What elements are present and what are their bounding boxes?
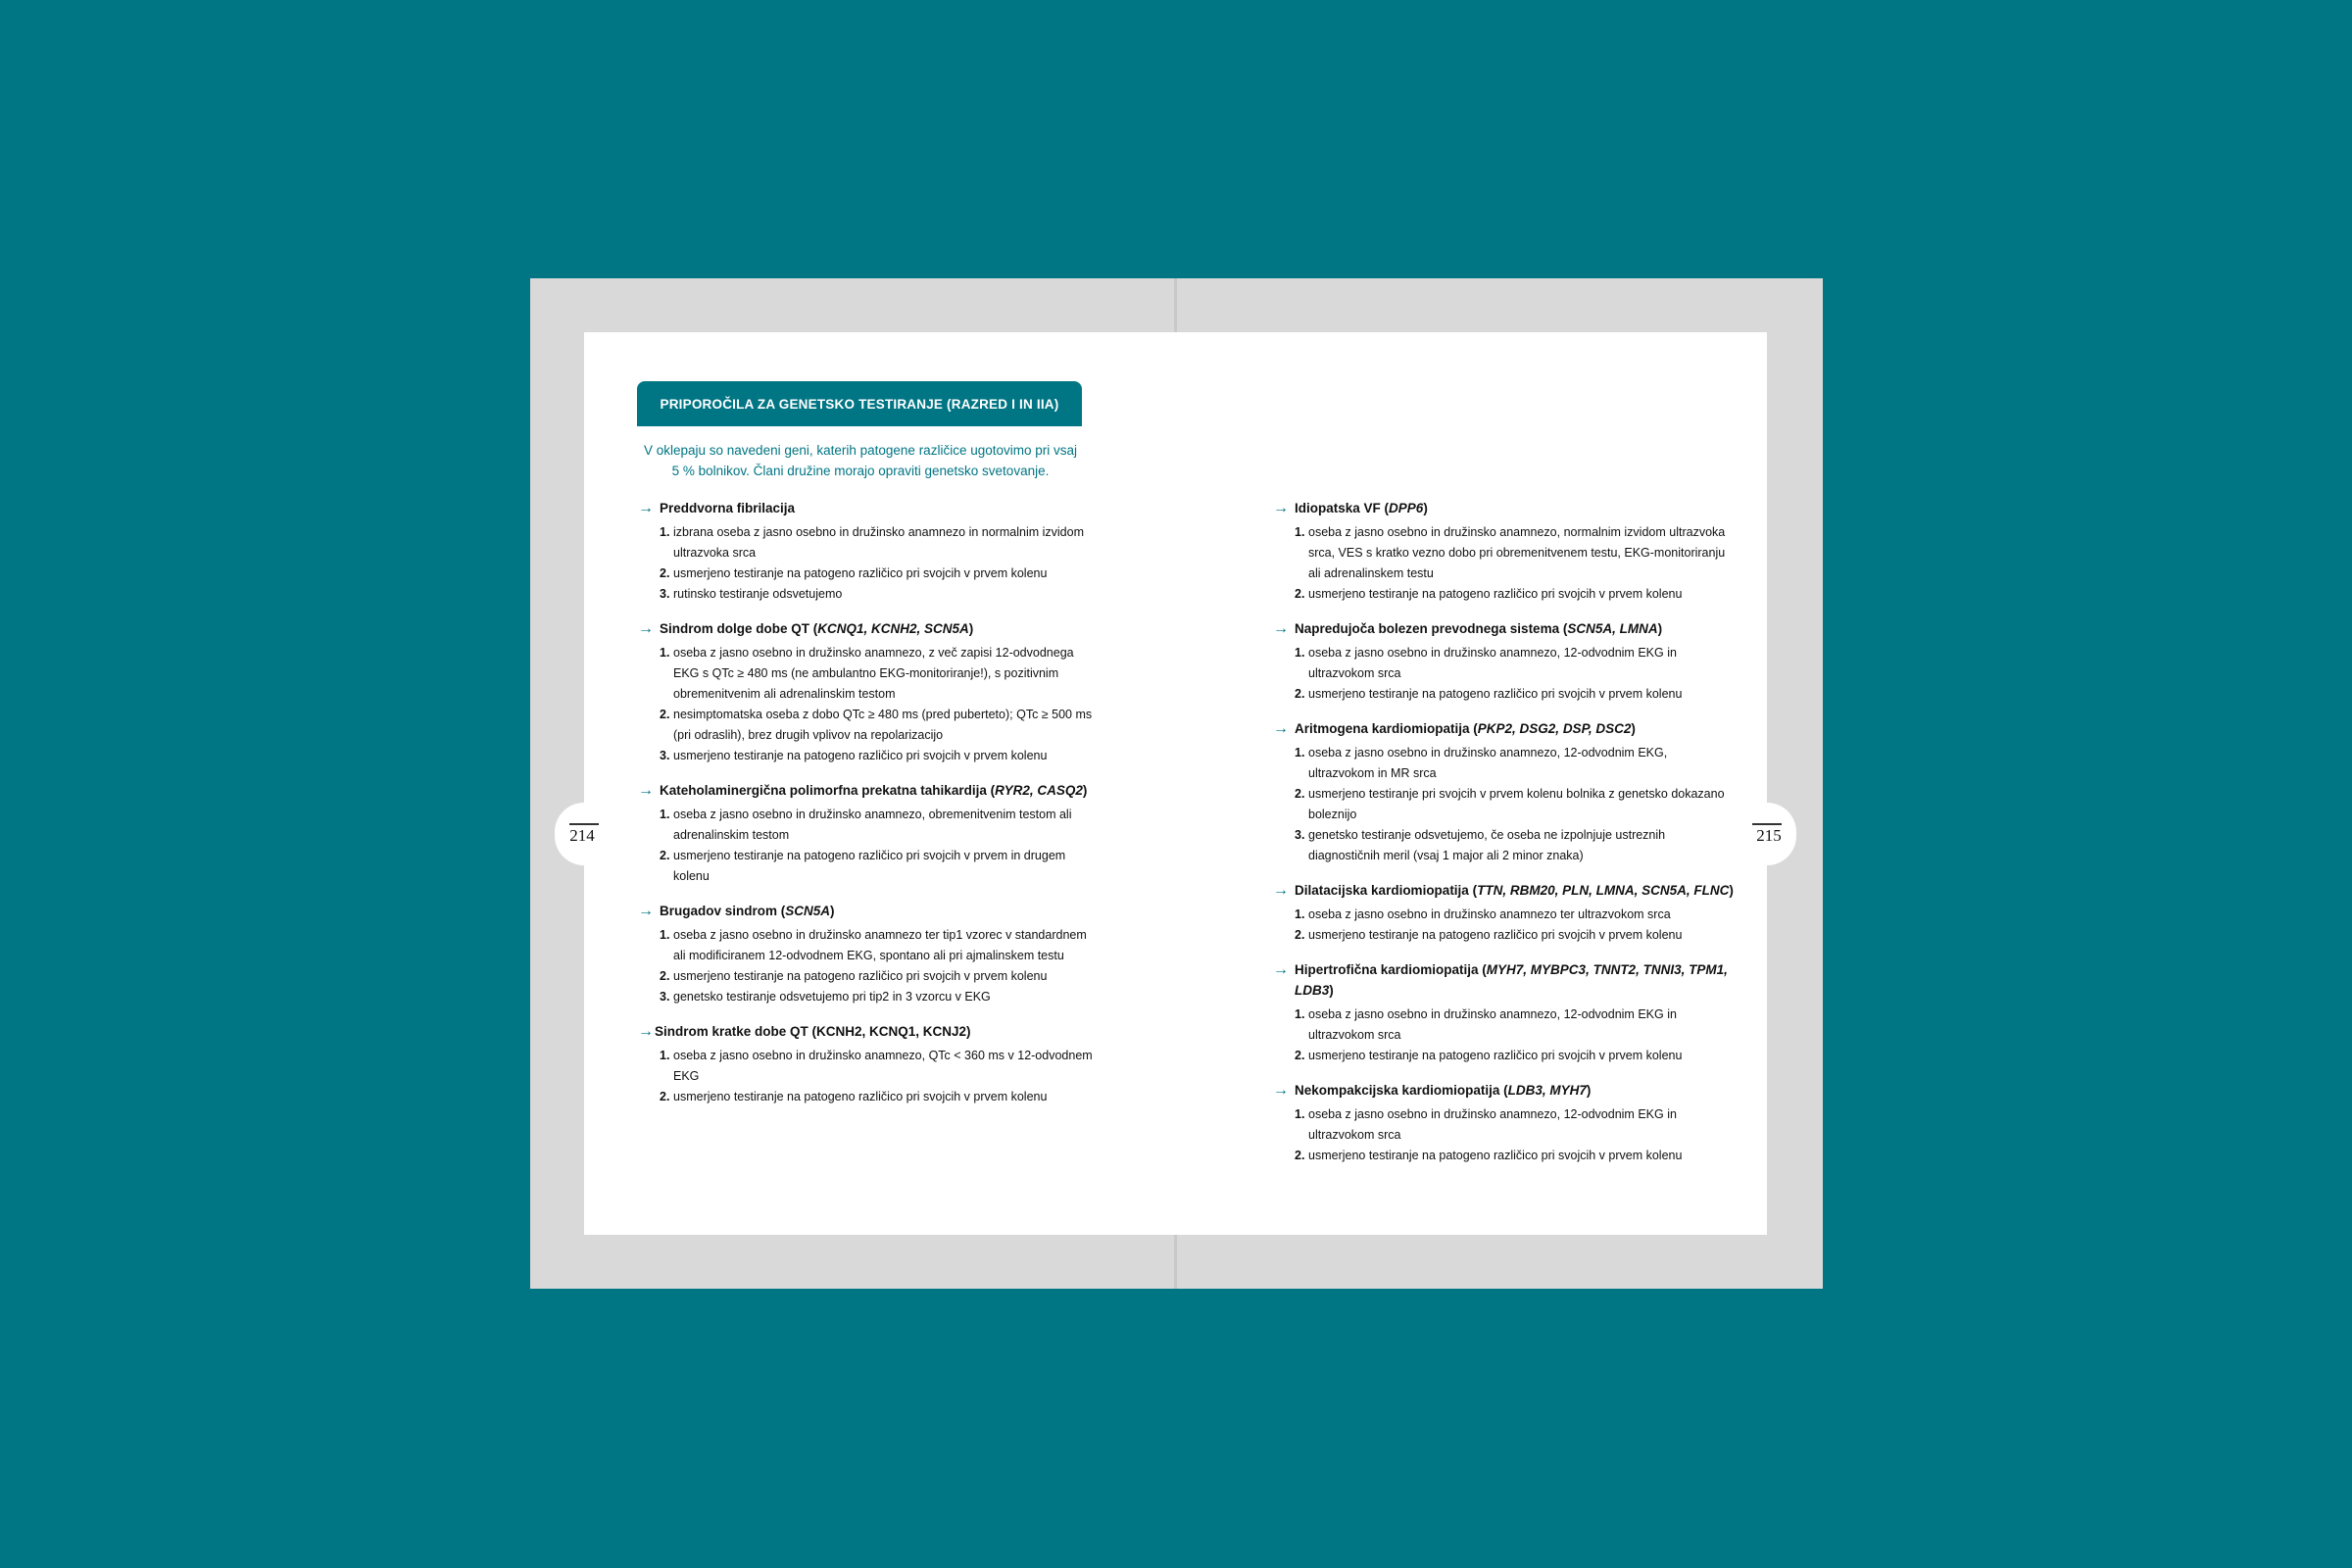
section-title-text	[655, 1021, 1099, 1042]
criteria-list	[660, 522, 1099, 605]
criteria-section	[1273, 880, 1734, 946]
arrow-right-icon: →	[1273, 620, 1289, 637]
section-title-label: Idiopatska VF (	[1295, 501, 1390, 515]
item-number: 3.	[1295, 828, 1305, 842]
item-text: usmerjeno testiranje na patogeno različico pri svojcih v prvem kolenu	[673, 566, 1048, 580]
item-text: rutinsko testiranje odsvetujemo	[673, 587, 843, 601]
criteria-list	[660, 805, 1099, 887]
list-item	[660, 746, 1099, 766]
item-number: 1.	[1295, 907, 1305, 921]
arrow-right-icon: →	[638, 1023, 654, 1040]
item-number: 3.	[660, 990, 670, 1004]
section-title-label: Dilatacijska kardiomiopatija (	[1295, 883, 1478, 898]
list-item	[1295, 905, 1734, 925]
item-number: 2.	[660, 969, 670, 983]
item-number: 3.	[660, 749, 670, 762]
gene-list: LDB3, MYH7	[1507, 1083, 1587, 1098]
item-number: 1.	[1295, 1107, 1305, 1121]
section-title	[638, 498, 1099, 518]
page-number-right: 215	[1756, 826, 1782, 845]
section-title-text	[660, 780, 1099, 801]
item-text: oseba z jasno osebno in družinsko anamnezo, obremenitvenim testom ali adrenalinskim testom	[673, 808, 1072, 842]
gene-list-close: )	[830, 904, 835, 918]
section-title-text	[660, 498, 1099, 518]
list-item	[1295, 784, 1734, 825]
item-text: usmerjeno testiranje na patogeno različico pri svojcih v prvem kolenu	[1308, 687, 1683, 701]
criteria-list	[1295, 643, 1734, 705]
gene-list-close: )	[1423, 501, 1428, 515]
item-number: 3.	[660, 587, 670, 601]
section-title-label: Preddvorna fibrilacija	[660, 501, 796, 515]
arrow-right-icon: →	[638, 620, 654, 637]
arrow-right-icon: →	[1273, 720, 1289, 737]
item-text: usmerjeno testiranje na patogeno različico pri svojcih v prvem kolenu	[1308, 1149, 1683, 1162]
gene-list: SCN5A	[785, 904, 831, 918]
item-text: oseba z jasno osebno in družinsko anamnezo, 12-odvodnim EKG in ultrazvokom srca	[1308, 646, 1677, 680]
item-number: 1.	[660, 646, 670, 660]
section-title-label: Hipertrofična kardiomiopatija (	[1295, 962, 1487, 977]
item-text: genetsko testiranje odsvetujemo, če oseba ne izpolnjuje ustreznih diagnostičnih meril (vsaj 1 major ali 2 minor znaka)	[1308, 828, 1666, 862]
list-item	[660, 846, 1099, 887]
item-number: 1.	[1295, 525, 1305, 539]
section-title-text	[660, 618, 1099, 639]
item-text: nesimptomatska oseba z dobo QTc ≥ 480 ms (pred puberteto); QTc ≥ 500 ms (pri odraslih), brez drugih vplivov na repolarizacijo	[673, 708, 1093, 742]
item-text: usmerjeno testiranje na patogeno različico pri svojcih v prvem kolenu	[1308, 587, 1683, 601]
list-item	[660, 564, 1099, 584]
item-text: oseba z jasno osebno in družinsko anamnezo ter ultrazvokom srca	[1308, 907, 1671, 921]
arrow-right-icon: →	[638, 500, 654, 516]
section-title	[638, 901, 1099, 921]
arrow-right-icon: →	[638, 782, 654, 799]
criteria-list	[1295, 1104, 1734, 1166]
item-text: usmerjeno testiranje pri svojcih v prvem kolenu bolnika z genetsko dokazano boleznijo	[1308, 787, 1725, 821]
item-number: 2.	[660, 849, 670, 862]
arrow-right-icon: →	[638, 903, 654, 919]
item-number: 1.	[660, 808, 670, 821]
criteria-section	[1273, 1080, 1734, 1166]
gene-list-close: )	[1586, 1083, 1592, 1098]
criteria-section	[1273, 959, 1734, 1066]
criteria-list	[1295, 1004, 1734, 1066]
left-column	[638, 498, 1099, 1121]
gene-list: RYR2, CASQ2	[995, 783, 1083, 798]
item-text: oseba z jasno osebno in družinsko anamnezo, 12-odvodnim EKG in ultrazvokom srca	[1308, 1007, 1677, 1042]
item-text: oseba z jasno osebno in družinsko anamnezo ter tip1 vzorec v standardnem ali modificiranem 12-odvodnem EKG, spontano ali pri ajmalinskem testu	[673, 928, 1087, 962]
section-title-text	[1295, 1080, 1734, 1101]
item-number: 2.	[660, 708, 670, 721]
section-title-text	[1295, 498, 1734, 518]
page-number-left: 214	[569, 826, 595, 845]
page-number-rule	[569, 823, 599, 825]
list-item	[1295, 743, 1734, 784]
item-number: 1.	[660, 1049, 670, 1062]
criteria-section	[638, 618, 1099, 766]
item-text: oseba z jasno osebno in družinsko anamnezo, QTc < 360 ms v 12-odvodnem EKG	[673, 1049, 1093, 1083]
criteria-section	[638, 780, 1099, 887]
gene-list-close: )	[968, 621, 974, 636]
section-title	[1273, 959, 1734, 1001]
item-text: usmerjeno testiranje na patogeno različico pri svojcih v prvem kolenu	[673, 1090, 1048, 1103]
section-heading: PRIPOROČILA ZA GENETSKO TESTIRANJE (RAZRED I IN IIA)	[637, 381, 1082, 426]
criteria-section	[638, 498, 1099, 605]
item-number: 1.	[1295, 646, 1305, 660]
list-item	[660, 966, 1099, 987]
list-item	[660, 522, 1099, 564]
gene-list-close: )	[1631, 721, 1636, 736]
page-tab-left	[555, 803, 613, 865]
criteria-list	[1295, 905, 1734, 946]
list-item	[660, 805, 1099, 846]
intro-text: V oklepaju so navedeni geni, katerih patogene različice ugotovimo pri vsaj 5 % bolnikov. Člani družine morajo opraviti genetsko svetovanje.	[643, 443, 1077, 478]
item-number: 2.	[660, 566, 670, 580]
gene-list: PKP2, DSG2, DSP, DSC2	[1477, 721, 1632, 736]
section-title	[1273, 718, 1734, 739]
section-title-label: Kateholaminergična polimorfna prekatna tahikardija (	[660, 783, 996, 798]
criteria-section	[1273, 718, 1734, 866]
item-number: 2.	[1295, 928, 1305, 942]
section-title-text	[1295, 718, 1734, 739]
item-text: usmerjeno testiranje na patogeno različico pri svojcih v prvem kolenu	[673, 749, 1048, 762]
criteria-list	[660, 925, 1099, 1007]
gene-list-close: )	[1082, 783, 1088, 798]
section-title	[1273, 880, 1734, 901]
gene-list: KCNQ1, KCNH2, SCN5A	[817, 621, 969, 636]
item-number: 1.	[1295, 746, 1305, 760]
gene-list: SCN5A, LMNA	[1567, 621, 1658, 636]
arrow-right-icon: →	[1273, 1082, 1289, 1099]
item-text: usmerjeno testiranje na patogeno različico pri svojcih v prvem kolenu	[1308, 1049, 1683, 1062]
criteria-list	[660, 1046, 1099, 1107]
section-title	[1273, 618, 1734, 639]
section-title-label: Sindrom kratke dobe QT (KCNH2, KCNQ1, KCNJ2)	[655, 1024, 971, 1039]
list-item	[660, 1087, 1099, 1107]
item-text: usmerjeno testiranje na patogeno različico pri svojcih v prvem in drugem kolenu	[673, 849, 1066, 883]
item-number: 2.	[660, 1090, 670, 1103]
list-item	[660, 705, 1099, 746]
criteria-list	[1295, 522, 1734, 605]
gene-list: TTN, RBM20, PLN, LMNA, SCN5A, FLNC	[1477, 883, 1730, 898]
item-number: 1.	[1295, 1007, 1305, 1021]
criteria-section	[638, 901, 1099, 1007]
arrow-right-icon: →	[1273, 500, 1289, 516]
section-title-label: Napredujoča bolezen prevodnega sistema (	[1295, 621, 1568, 636]
criteria-list	[660, 643, 1099, 766]
criteria-section	[1273, 618, 1734, 705]
item-text: oseba z jasno osebno in družinsko anamnezo, normalnim izvidom ultrazvoka srca, VES s kratko vezno dobo pri obremenitvenem testu, EKG-monitoriranju ali adrenalinskem testu	[1308, 525, 1726, 580]
list-item	[660, 1046, 1099, 1087]
section-title	[638, 618, 1099, 639]
list-item	[1295, 684, 1734, 705]
gene-list: MYH7, MYBPC3, TNNT2, TNNI3, TPM1, LDB3	[1295, 962, 1728, 998]
criteria-list	[1295, 743, 1734, 866]
item-number: 2.	[1295, 1149, 1305, 1162]
list-item	[1295, 584, 1734, 605]
list-item	[1295, 1004, 1734, 1046]
item-number: 2.	[1295, 787, 1305, 801]
arrow-right-icon: →	[1273, 882, 1289, 899]
section-title	[638, 1021, 1099, 1042]
section-title-text	[1295, 959, 1734, 1001]
right-column	[1273, 498, 1734, 1180]
list-item	[660, 987, 1099, 1007]
list-item	[1295, 643, 1734, 684]
arrow-right-icon: →	[1273, 961, 1289, 978]
list-item	[660, 925, 1099, 966]
gene-list: DPP6	[1389, 501, 1424, 515]
item-number: 2.	[1295, 587, 1305, 601]
section-title	[1273, 498, 1734, 518]
gene-list-close: )	[1657, 621, 1663, 636]
section-title-text	[660, 901, 1099, 921]
gene-list-close: )	[1729, 883, 1734, 898]
item-text: izbrana oseba z jasno osebno in družinsko anamnezo in normalnim izvidom ultrazvoka srca	[673, 525, 1084, 560]
item-text: genetsko testiranje odsvetujemo pri tip2 in 3 vzorcu v EKG	[673, 990, 991, 1004]
item-number: 1.	[660, 928, 670, 942]
section-title-text	[1295, 880, 1734, 901]
item-text: oseba z jasno osebno in družinsko anamnezo, 12-odvodnim EKG in ultrazvokom srca	[1308, 1107, 1677, 1142]
criteria-section	[1273, 498, 1734, 605]
item-number: 2.	[1295, 687, 1305, 701]
item-text: usmerjeno testiranje na patogeno različico pri svojcih v prvem kolenu	[1308, 928, 1683, 942]
section-title-label: Nekompakcijska kardiomiopatija (	[1295, 1083, 1508, 1098]
page-tab-right	[1738, 803, 1796, 865]
criteria-section	[638, 1021, 1099, 1107]
section-title	[638, 780, 1099, 801]
item-number: 1.	[660, 525, 670, 539]
item-text: usmerjeno testiranje na patogeno različico pri svojcih v prvem kolenu	[673, 969, 1048, 983]
list-item	[1295, 825, 1734, 866]
list-item	[660, 584, 1099, 605]
list-item	[1295, 1146, 1734, 1166]
page-number-rule	[1752, 823, 1782, 825]
list-item	[1295, 522, 1734, 584]
section-title-label: Brugadov sindrom (	[660, 904, 786, 918]
item-text: oseba z jasno osebno in družinsko anamnezo, z več zapisi 12-odvodnega EKG s QTc ≥ 480 ms (ne ambulantno EKG-monitoriranje!), s pozitivnim obremenitvenim ali adrenalinskim testom	[673, 646, 1074, 701]
section-title-text	[1295, 618, 1734, 639]
item-number: 2.	[1295, 1049, 1305, 1062]
list-item	[660, 643, 1099, 705]
gene-list-close: )	[1329, 983, 1334, 998]
section-title-label: Aritmogena kardiomiopatija (	[1295, 721, 1478, 736]
list-item	[1295, 1046, 1734, 1066]
list-item	[1295, 925, 1734, 946]
list-item	[1295, 1104, 1734, 1146]
section-title-label: Sindrom dolge dobe QT (	[660, 621, 818, 636]
section-title	[1273, 1080, 1734, 1101]
item-text: oseba z jasno osebno in družinsko anamnezo, 12-odvodnim EKG, ultrazvokom in MR srca	[1308, 746, 1668, 780]
